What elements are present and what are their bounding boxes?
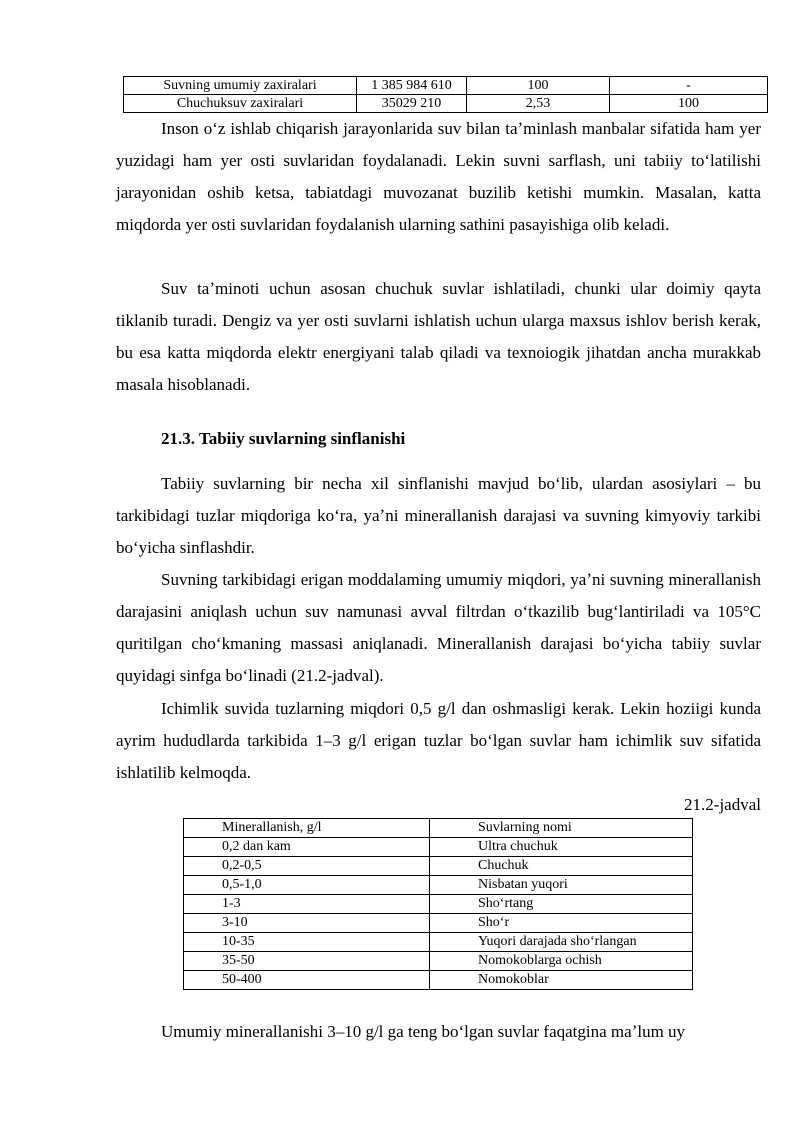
- paragraph: Inson oʻz ishlab chiqarish jarayonlarida suv bilan taʼminlash manbalar sifatida ham yer yuzidagi ham yer osti suvlaridan foydalanadi. Lekin suvni sarflash, uni tabiiy toʻlatilishi jarayonidan oshib ketsa, tabiatdagi muvozanat buzilib ketishi mumkin. Masalan, katta miqdorda yer osti suvlaridan foydalanish ularning sathini pasayishiga olib keladi.: [116, 119, 761, 234]
- table-cell: 0,2 dan kam: [184, 838, 430, 857]
- table-row: [184, 876, 693, 895]
- table-cell: Ultra chuchuk: [430, 838, 693, 857]
- table-cell: Shoʻrtang: [430, 895, 693, 914]
- mineralization-table: [183, 818, 693, 990]
- table-cell: Shoʻr: [430, 914, 693, 933]
- table-cell: 2,53: [467, 95, 610, 113]
- table-cell: Nomokoblarga ochish: [430, 952, 693, 971]
- table-cell: 10-35: [184, 933, 430, 952]
- table-cell: 50-400: [184, 971, 430, 990]
- paragraph: Ichimlik suvida tuzlarning miqdori 0,5 g/l dan oshmasligi kerak. Lekin hoziigi kunda ayrim hududlarda tarkibida 1–3 g/l erigan tuzlar boʻlgan suvlar ham ichimlik suv sifatida ishlatilib kelmoqda.: [116, 699, 761, 782]
- table-cell: Nomokoblar: [430, 971, 693, 990]
- table-row: [184, 838, 693, 857]
- table-cell: 1-3: [184, 895, 430, 914]
- paragraph: Tabiiy suvlarning bir necha xil sinflanishi mavjud boʻlib, ulardan asosiylari – bu tarkibidagi tuzlar miqdoriga koʻra, yaʼni minerallanish darajasi va suvning kimyoviy tarkibi boʻyicha sinflashdir.: [116, 474, 761, 557]
- table-cell: Chuchuk: [430, 857, 693, 876]
- table-cell: Chuchuksuv zaxiralari: [124, 95, 357, 113]
- table-cell: 35029 210: [357, 95, 467, 113]
- table-row: [124, 95, 768, 113]
- table-header-cell: Minerallanish, g/l: [184, 819, 430, 838]
- table-cell: 0,5-1,0: [184, 876, 430, 895]
- table-row: [184, 971, 693, 990]
- table-row: [184, 952, 693, 971]
- table-caption: 21.2-jadval: [684, 795, 761, 814]
- table-cell: Yuqori darajada shoʻrlangan: [430, 933, 693, 952]
- table-row: [184, 857, 693, 876]
- table-cell: 100: [467, 77, 610, 95]
- table-row: [124, 77, 768, 95]
- table-cell: -: [610, 77, 768, 95]
- table-row: [184, 933, 693, 952]
- table-row: [184, 895, 693, 914]
- water-reserves-table: [123, 76, 768, 113]
- table-header-row: [184, 819, 693, 838]
- table-cell: 0,2-0,5: [184, 857, 430, 876]
- table-header-cell: Suvlarning nomi: [430, 819, 693, 838]
- table-cell: 1 385 984 610: [357, 77, 467, 95]
- table-cell: 100: [610, 95, 768, 113]
- paragraph: Suvning tarkibidagi erigan moddalaming umumiy miqdori, yaʼni suvning minerallanish darajasini aniqlash uchun suv namunasi avval filtrdan oʻtkazilib bugʻlantiriladi va 105°C quritilgan choʻkmaning massasi aniqlanadi. Minerallanish darajasi boʻyicha tabiiy suvlar quyidagi sinfga boʻlinadi (21.2-jadval).: [116, 570, 761, 685]
- table-row: [184, 914, 693, 933]
- section-heading: 21.3. Tabiiy suvlarning sinflanishi: [161, 429, 406, 448]
- paragraph: Suv taʼminoti uchun asosan chuchuk suvlar ishlatiladi, chunki ular doimiy qayta tiklanib turadi. Dengiz va yer osti suvlarni ishlatish uchun ularga maxsus ishlov berish kerak, bu esa katta miqdorda elektr energiyani talab qiladi va texnoiogik jihatdan ancha murakkab masala hisoblanadi.: [116, 279, 761, 394]
- table-cell: Nisbatan yuqori: [430, 876, 693, 895]
- table-cell: 35-50: [184, 952, 430, 971]
- paragraph: Umumiy minerallanishi 3–10 g/l ga teng boʻlgan suvlar faqatgina maʼlum uy: [161, 1022, 686, 1041]
- table-cell: Suvning umumiy zaxiralari: [124, 77, 357, 95]
- table-cell: 3-10: [184, 914, 430, 933]
